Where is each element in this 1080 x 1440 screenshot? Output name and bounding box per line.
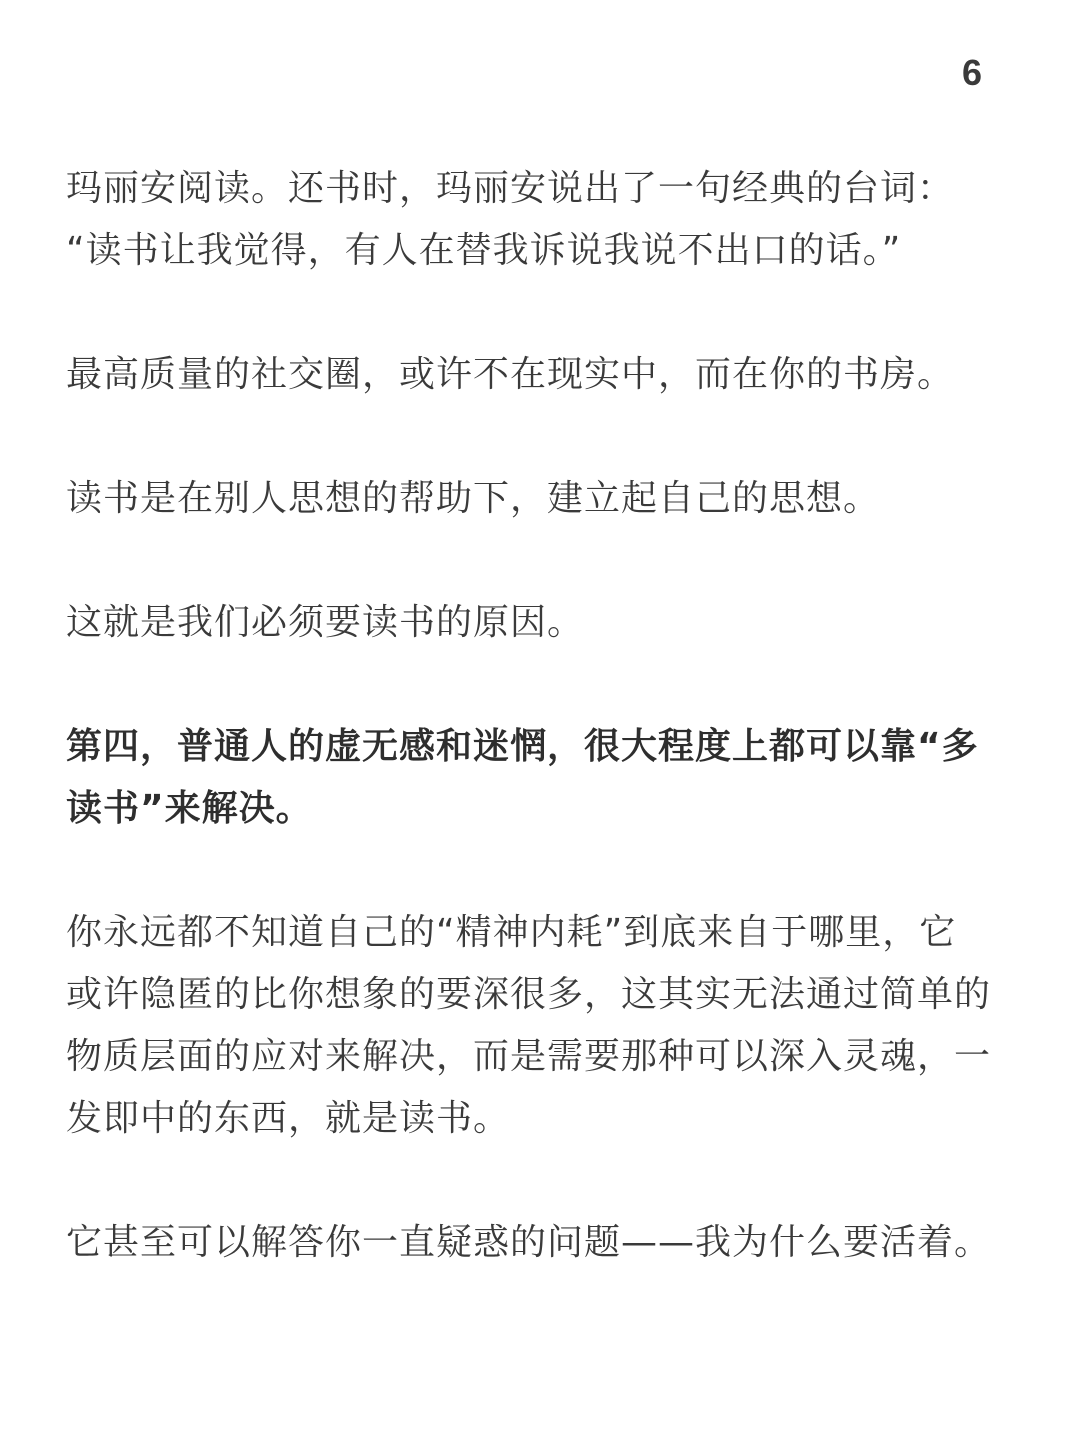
- paragraph-social-circle: 最高质量的社交圈，或许不在现实中，而在你的书房。: [66, 354, 955, 395]
- paragraph-why-live: 它甚至可以解答你一直疑惑的问题——我为什么要活着。: [66, 1222, 992, 1263]
- paragraph-reason: 这就是我们必须要读书的原因。: [66, 602, 585, 643]
- section-heading-fourth: 第四，普通人的虚无感和迷惘，很大程度上都可以靠“多 读书”来解决。: [66, 726, 979, 829]
- article-body: [66, 158, 1016, 1274]
- paragraph-build-thought: 读书是在别人思想的帮助下，建立起自己的思想。: [66, 478, 881, 519]
- paragraph-inner-friction: 你永远都不知道自己的“精神内耗”到底来自于哪里，它 或许隐匿的比你想象的要深很多，这其实无法通过简单的 物质层面的应对来解决，而是需要那种可以深入灵魂，一 发即中的东西，就是读书。: [66, 912, 992, 1139]
- page-number: 6: [961, 52, 982, 93]
- paragraph-quote: 玛丽安阅读。还书时，玛丽安说出了一句经典的台词： “读书让我觉得，有人在替我诉说我说不出口的话。”: [66, 168, 955, 271]
